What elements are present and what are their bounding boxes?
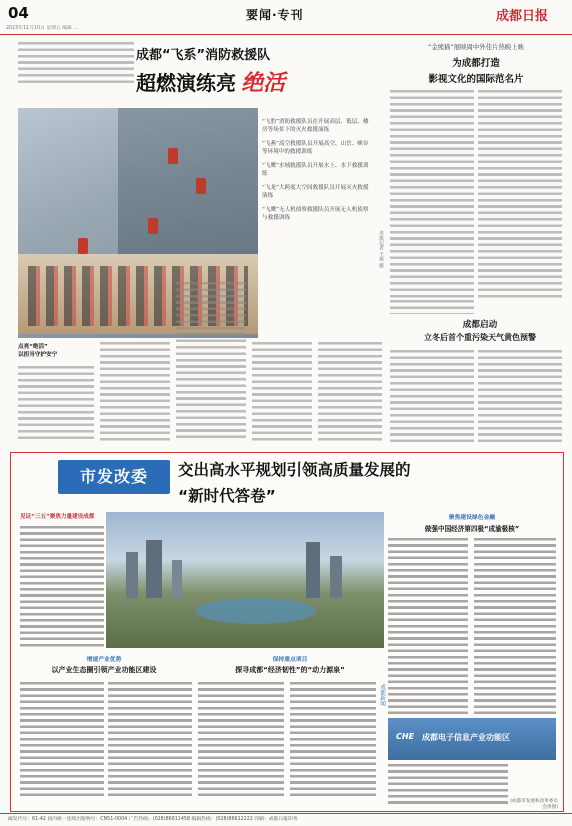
photo-banner-prefix: CHE [396, 732, 415, 741]
sub-story-1-title: 以产业生态圈引领产业功能区建设 [51, 666, 157, 674]
feature-right-col2 [474, 538, 556, 714]
top-lead-text [18, 42, 134, 86]
page-number: 04 [8, 4, 29, 22]
top-story-col3 [176, 282, 246, 442]
subnote-block [18, 342, 78, 362]
feature-headline-2: “新时代答卷” [178, 487, 276, 505]
right-mid-col2 [478, 350, 562, 442]
subnote-title: 点亮“绝活” [18, 344, 48, 350]
photo-captions [262, 118, 374, 338]
feature-headline-block [178, 458, 558, 508]
city-skyline-photo [106, 512, 384, 648]
sub-story-2-col2 [290, 682, 376, 800]
top-story-headline: 超燃演练亮 [136, 71, 236, 95]
feature-right-col1 [388, 538, 468, 714]
sub-story-2-col1 [198, 682, 284, 800]
section-title: 要闻·专刊 [246, 8, 304, 22]
right-top-kicker: “金熊猫”展映周中外佳片热映上映 [427, 43, 525, 51]
photo-caption: (成都市发展和改革委员会供图) [510, 799, 558, 810]
right-mid-headline-block [400, 318, 560, 346]
top-story-col4 [252, 342, 312, 442]
feature-label-badge [58, 460, 170, 494]
sub-story-2-title: 探寻成都“经济韧性”的“动力源泉” [235, 666, 345, 674]
sub-story-2-kicker: 保持重点项目 [272, 657, 308, 663]
photo-credit: 本报记者 王爽 摄 [378, 230, 384, 269]
feature-headline-1: 交出高水平规划引领高质量发展的 [178, 461, 411, 479]
right-top-headline-2: 影视文化的国际范名片 [428, 74, 524, 85]
page-footer: 邮发代号：61-42 国内统一连续出版物号：CN51-0004 广告热线：(028)86611458 编辑热线：(028)86612222 印刷：成都日报印务 [0, 813, 572, 826]
sub-story-1-headline [20, 654, 188, 678]
side-vertical-tag: 成都新闻 [379, 684, 385, 707]
top-story-col1 [18, 366, 94, 442]
caption-3: “飞鹰”水域救援队员开展水上、水下救援训练 [262, 163, 369, 177]
right-top-col2 [478, 90, 562, 300]
sub-story-1-kicker: 增速产业优势 [86, 657, 122, 663]
right-top-headline-1: 为成都打造 [452, 58, 500, 69]
caption-4: “飞龙”大跨度大空间救援队员开展灭火救援演练 [262, 185, 369, 199]
caption-1: “飞豹”消防救援队员在开展高层、低层、楼房等场景下的灭火救援演练 [262, 119, 369, 133]
sub-story-2-headline [196, 654, 384, 678]
feature-label: 市发改委 [79, 467, 148, 486]
right-top-headline-block [390, 42, 562, 86]
right-top-col1b [390, 300, 474, 314]
feature-right-kicker: 聚焦建设绿色金融 [448, 515, 496, 521]
feature-column-tag: 见证“三五”聚焦力量建设成都 [20, 514, 95, 520]
sub-story-1-col1 [20, 682, 104, 800]
top-story-kicker: 成都“飞系”消防救援队 [136, 48, 271, 63]
issue-date: 2023年11月10日 星期五 编辑 ... [6, 26, 78, 31]
photo-caption-text [388, 764, 508, 804]
caption-5: “飞鹰”无人机侦察救援队员开展无人机侦察与救援训练 [262, 207, 369, 221]
newspaper-logo: 成都日报 [496, 9, 549, 24]
photo-banner-text: 成都电子信息产业功能区 [422, 733, 510, 742]
right-top-col1 [390, 90, 474, 300]
right-mid-headline-1: 成都启动 [462, 320, 498, 330]
right-mid-headline-2: 立冬后首个重污染天气黄色预警 [424, 333, 536, 342]
caption-2: “飞燕”高空救援队员开展高空、山岳、峡谷等环境中的救援训练 [262, 141, 369, 155]
top-story-col5 [318, 342, 382, 442]
feature-right-headline-block [388, 512, 556, 534]
sub-story-1-col2 [108, 682, 192, 800]
top-story-col2 [100, 342, 170, 442]
right-mid-col1 [390, 350, 474, 442]
feature-lead-text [20, 526, 104, 650]
top-story-headline-accent: 绝活 [241, 70, 286, 96]
subnote-subtitle: 以担当守护安宁 [18, 352, 58, 358]
feature-right-title: 做强中国经济第四极“成渝极核” [424, 525, 520, 533]
top-story-headline-block [136, 44, 382, 100]
industry-park-photo [388, 718, 556, 760]
